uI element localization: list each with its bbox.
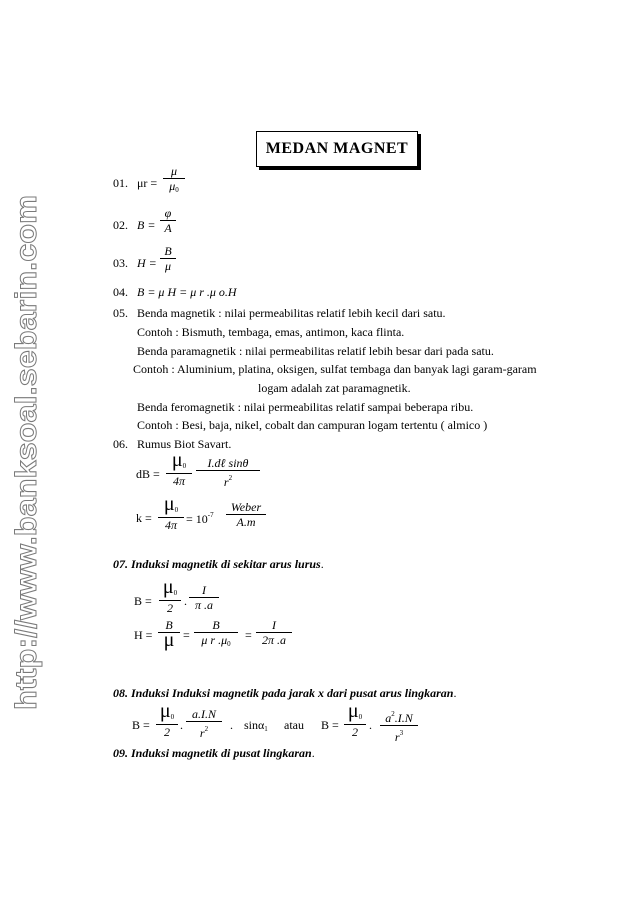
sec05-line5: logam adalah zat paramagnetik.	[258, 381, 411, 395]
item-number-02: 02.	[113, 218, 128, 232]
sec08-heading: 08. Induksi Induksi magnetik pada jarak x dari pusat arus lingkaran.	[113, 686, 457, 700]
eq03-denominator: μ	[160, 258, 176, 273]
sec07-h-fraction-2-denominator: μ r $.\mu_0$	[194, 632, 238, 651]
sec08-b2-fraction-1-numerator: $\mu_0$	[347, 700, 363, 722]
sec07-b-fraction-2-numerator: I	[202, 583, 206, 597]
sec08-b1-fraction-1-denominator: 2	[156, 724, 178, 739]
k-fraction-1-denominator: 4π	[158, 517, 184, 532]
item-number-04: 04.	[113, 285, 128, 299]
item-number-06: 06.	[113, 437, 128, 451]
sec08-b2-fraction-1-denominator: 2	[344, 724, 366, 739]
watermark	[8, 195, 44, 715]
eq03-fraction	[160, 244, 176, 273]
sec08-b2-fraction-1	[344, 700, 366, 739]
k-fraction-2-numerator: Weber	[230, 500, 262, 514]
sec07-h-lhs: H =	[134, 628, 153, 642]
db-lhs: dB =	[136, 467, 160, 481]
sec07-h-fraction-3	[256, 618, 292, 647]
sec08-b2-lhs: B =	[321, 718, 339, 732]
sec08-b2-dot: .	[369, 718, 372, 732]
k-fraction-1	[158, 493, 184, 532]
k-lhs: k =	[136, 511, 152, 525]
sec07-h-fraction-2	[194, 618, 238, 651]
sec08-b2-fraction-2	[380, 707, 418, 744]
sec07-h-fraction-3-denominator: 2π .a	[256, 632, 292, 647]
db-fraction-2-numerator: I.dℓ sinθ	[207, 456, 249, 470]
sec08-b1-fraction-2-numerator: a.I.N	[192, 707, 216, 721]
sec07-b-fraction-2	[189, 583, 219, 612]
eq04: B = μ H = μ r .μ o.H	[137, 285, 237, 299]
item-number-01: 01.	[113, 176, 128, 190]
eq01-fraction	[163, 164, 185, 197]
eq02-fraction	[160, 206, 176, 235]
sec07-b-fraction-2-denominator: π .a	[189, 597, 219, 612]
db-fraction-1	[166, 449, 192, 488]
eq01-lhs: μr =	[137, 176, 158, 190]
sec07-h-fraction-1-numerator: B	[165, 618, 173, 632]
eq03-lhs: H =	[137, 256, 157, 270]
eq01-numerator: μ	[170, 164, 178, 178]
sec07-h-equals-2: =	[245, 628, 252, 642]
sec09-heading: 09. Induksi magnetik di pusat lingkaran.	[113, 746, 315, 760]
sec05-line2: Contoh : Bismuth, tembaga, emas, antimon, kaca flinta.	[137, 325, 405, 339]
eq02-denominator: A	[160, 220, 176, 235]
db-fraction-2	[196, 456, 260, 489]
sec07-h-fraction-2-numerator: B	[212, 618, 220, 632]
sec08-b1-fraction-1	[156, 700, 178, 739]
sec06-heading: Rumus Biot Savart.	[137, 437, 232, 451]
eq03-numerator: B	[164, 244, 172, 258]
sec08-atau: atau	[284, 718, 304, 732]
sec07-b-fraction-1-numerator: $\mu_0$	[162, 576, 178, 598]
sec07-h-fraction-1-denominator: μ	[158, 632, 180, 649]
sec05-line3: Benda paramagnetik : nilai permeabilitas relatif lebih besar dari pada satu.	[137, 344, 494, 358]
sec07-h-equals-1: =	[183, 628, 190, 642]
sec07-b-dot: .	[184, 594, 187, 608]
k-power: = $10^{-7}$	[186, 511, 214, 526]
sec05-line7: Contoh : Besi, baja, nikel, cobalt dan campuran logam tertentu ( almico )	[137, 418, 488, 432]
item-number-05: 05.	[113, 306, 128, 320]
db-fraction-2-denominator: $r^2$	[196, 470, 260, 489]
sec08-b1-fraction-1-numerator: $\mu_0$	[159, 700, 175, 722]
k-fraction-2-denominator: A.m	[226, 514, 266, 529]
sec05-line4: Contoh : Aluminium, platina, oksigen, sulfat tembaga dan banyak lagi garam-garam	[133, 362, 537, 376]
sec08-b1-lhs: B =	[132, 718, 150, 732]
db-fraction-1-denominator: 4π	[166, 473, 192, 488]
sec08-b2-fraction-2-denominator: $r^3$	[380, 725, 418, 744]
sec08-b1-dot-1: .	[180, 718, 183, 732]
sec07-h-fraction-1	[158, 618, 180, 649]
sec08-b1-dot-2: .	[230, 718, 233, 732]
sec07-b-fraction-1-denominator: 2	[159, 600, 181, 615]
sec07-heading: 07. Induksi magnetik di sekitar arus lurus.	[113, 557, 324, 571]
eq02-lhs: B =	[137, 218, 156, 232]
sec07-b-lhs: B =	[134, 594, 152, 608]
sec05-line6: Benda feromagnetik : nilai permeabilitas relatif sampai beberapa ribu.	[137, 400, 474, 414]
eq01-denominator: $\mu_0$	[163, 178, 185, 197]
sec08-b1-fraction-2	[186, 707, 222, 740]
sec08-b2-fraction-2-numerator: $a^2.I.N$	[385, 710, 413, 725]
sec07-b-fraction-1	[159, 576, 181, 615]
sec07-h-fraction-3-numerator: I	[272, 618, 276, 632]
eq02-numerator: φ	[164, 206, 172, 220]
db-fraction-1-numerator: $\mu_0$	[171, 449, 187, 471]
sec08-b1-sin: sinα$_1$	[244, 718, 268, 733]
sec05-line1: Benda magnetik : nilai permeabilitas relatif lebih kecil dari satu.	[137, 306, 446, 320]
page-title: MEDAN MAGNET	[256, 131, 418, 167]
watermark-text: http://www.banksoal.sebarin.com	[10, 234, 43, 710]
k-fraction-2	[226, 500, 266, 529]
k-fraction-1-numerator: $\mu_0$	[163, 493, 179, 515]
item-number-03: 03.	[113, 256, 128, 270]
sec08-b1-fraction-2-denominator: $r^2$	[186, 721, 222, 740]
